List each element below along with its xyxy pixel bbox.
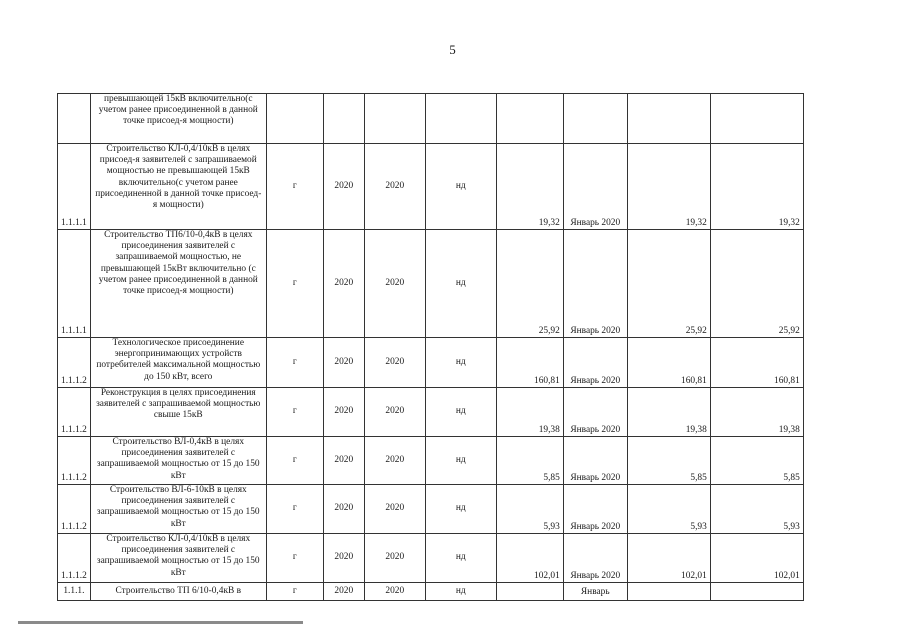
row-code: 1.1.1.2 [58,534,91,583]
row-value-3: 160,81 [710,338,803,388]
row-value-3: 25,92 [710,230,803,338]
row-value-2: 19,32 [627,144,710,230]
row-unit: г [266,485,323,534]
row-value-2: 5,85 [627,437,710,485]
row-value-2: 19,38 [627,388,710,437]
row-year-end: 2020 [364,230,425,338]
row-code: 1.1.1.2 [58,388,91,437]
row-value-1: 19,32 [496,144,563,230]
row-value-3: 5,85 [710,437,803,485]
row-name: Технологическое присоединение энергопринимающих устройств потребителей максимальной мощностью до 150 кВт, всего [90,338,266,388]
row-unit [266,94,323,144]
row-value-2: 102,01 [627,534,710,583]
row-name: Реконструкция в целях присоединения заявителей с запрашиваемой мощностью свыше 15кВ [90,388,266,437]
row-value-1: 19,38 [496,388,563,437]
row-value-1: 25,92 [496,230,563,338]
table-row [58,94,804,144]
row-year-start: 2020 [323,230,364,338]
table-row [58,144,804,230]
row-code: 1.1.1.2 [58,338,91,388]
row-status: нд [425,230,496,338]
row-year-end: 2020 [364,485,425,534]
row-name: превышающей 15кВ включительно(с учетом ранее присоединенной в данной точке присоед-я мощности) [90,94,266,144]
row-value-1 [496,94,563,144]
row-month: Январь 2020 [563,144,627,230]
row-code: 1.1.1.1 [58,230,91,338]
row-value-1: 5,93 [496,485,563,534]
footer-rule [18,621,303,624]
row-month: Январь 2020 [563,437,627,485]
row-unit: г [266,388,323,437]
row-status: нд [425,437,496,485]
row-year-start: 2020 [323,388,364,437]
investment-table [57,93,804,601]
row-name: Строительство ВЛ-6-10кВ в целях присоединения заявителей с запрашиваемой мощностью от 15 до 150 кВт [90,485,266,534]
row-year-start: 2020 [323,437,364,485]
row-month: Январь 2020 [563,388,627,437]
row-year-end: 2020 [364,583,425,601]
row-unit: г [266,338,323,388]
row-name: Строительство КЛ-0,4/10кВ в целях присоединения заявителей с запрашиваемой мощностью от 15 до 150 кВт [90,534,266,583]
table-row [58,583,804,601]
row-value-1: 5,85 [496,437,563,485]
row-unit: г [266,534,323,583]
row-code [58,94,91,144]
row-code: 1.1.1.2 [58,437,91,485]
row-year-start [323,94,364,144]
row-code: 1.1.1. [58,583,91,601]
row-value-3: 19,38 [710,388,803,437]
row-value-2: 5,93 [627,485,710,534]
row-year-end [364,94,425,144]
row-value-3 [710,94,803,144]
row-status [425,94,496,144]
row-code: 1.1.1.1 [58,144,91,230]
row-value-1 [496,583,563,601]
row-value-2 [627,94,710,144]
row-status: нд [425,388,496,437]
row-year-start: 2020 [323,338,364,388]
row-value-1: 160,81 [496,338,563,388]
page-number: 5 [449,42,456,57]
row-year-end: 2020 [364,534,425,583]
table-row [58,485,804,534]
row-month: Январь 2020 [563,338,627,388]
row-month: Январь [563,583,627,601]
row-name: Строительство ВЛ-0,4кВ в целях присоединения заявителей с запрашиваемой мощностью от 15 до 150 кВт [90,437,266,485]
row-code: 1.1.1.2 [58,485,91,534]
row-unit: г [266,583,323,601]
row-year-start: 2020 [323,485,364,534]
row-value-2: 160,81 [627,338,710,388]
row-month: Январь 2020 [563,485,627,534]
row-month [563,94,627,144]
row-year-end: 2020 [364,388,425,437]
row-month: Январь 2020 [563,534,627,583]
row-status: нд [425,583,496,601]
row-year-end: 2020 [364,338,425,388]
row-year-end: 2020 [364,144,425,230]
row-status: нд [425,144,496,230]
row-unit: г [266,230,323,338]
row-unit: г [266,437,323,485]
row-name: Строительство ТП 6/10-0,4кВ в [90,583,266,601]
row-status: нд [425,534,496,583]
row-status: нд [425,485,496,534]
row-month: Январь 2020 [563,230,627,338]
row-name: Строительство ТП6/10-0,4кВ в целях присоединения заявителей с запрашиваемой мощностью, не превышающей 15кВт включительно (с учетом ранее присоединенной в данной точке присоед-я мощности) [90,230,266,338]
row-value-3 [710,583,803,601]
table-row [58,338,804,388]
row-value-1: 102,01 [496,534,563,583]
row-value-3: 102,01 [710,534,803,583]
row-year-start: 2020 [323,144,364,230]
row-status: нд [425,338,496,388]
table-row [58,230,804,338]
table-row [58,534,804,583]
row-year-start: 2020 [323,534,364,583]
row-unit: г [266,144,323,230]
row-value-3: 5,93 [710,485,803,534]
row-value-2: 25,92 [627,230,710,338]
table-row [58,437,804,485]
table-row [58,388,804,437]
row-year-start: 2020 [323,583,364,601]
row-year-end: 2020 [364,437,425,485]
row-name: Строительство КЛ-0,4/10кВ в целях присоед-я заявителей с запрашиваемой мощностью не превышающей 15кВ включительно(с учетом ранее присоединенной в данной точке присоед-я мощности) [90,144,266,230]
row-value-3: 19,32 [710,144,803,230]
row-value-2 [627,583,710,601]
